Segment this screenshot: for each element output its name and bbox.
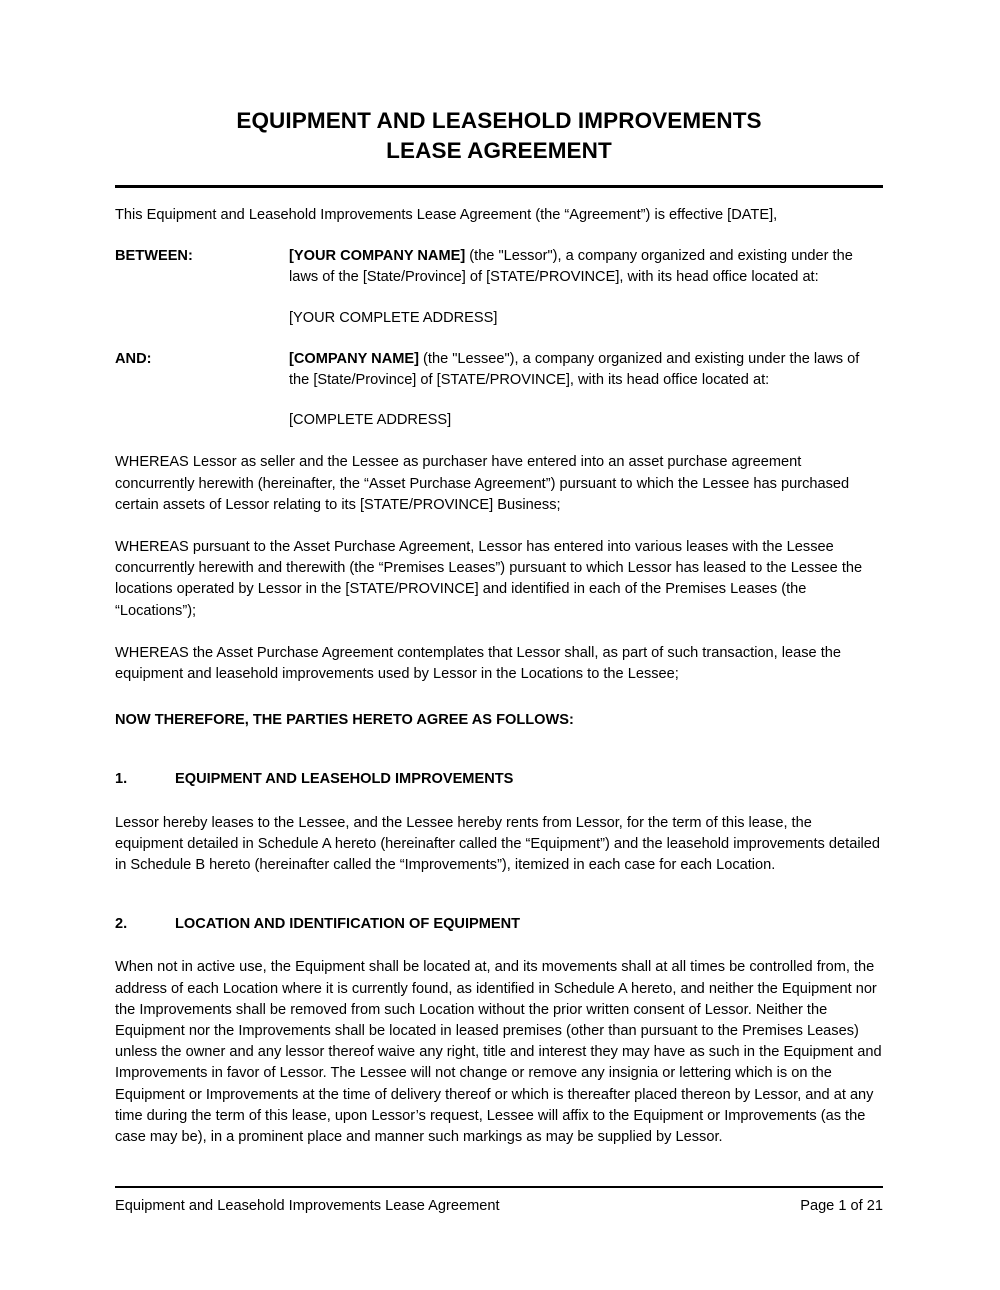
party-label-between: BETWEEN: xyxy=(115,248,193,265)
party-text-between xyxy=(289,246,883,288)
footer-page-number: Page 1 of 21 xyxy=(800,1198,883,1214)
party-row-and xyxy=(115,349,883,391)
now-therefore-line: NOW THEREFORE, THE PARTIES HERETO AGREE AS FOLLOWS: xyxy=(115,712,574,729)
section-body-2: When not in active use, the Equipment shall be located at, and its movements shall at all times be controlled from, the address of each Location where it is currently found, as identified in Schedule A hereto, and neither the Equipment nor the Improvements shall be removed from such Location without the prior written consent of Lessor. Neither the Equipment nor the Improvements shall be located in leased premises (other than pursuant to the Premises Leases) unless the owner and any lessor thereof waive any right, title and interest they may have as such in the Equipment and Improvements in favor of Lessor. The Lessee will not change or remove any insignia or lettering which is on the Equipment or Improvements at the time of delivery thereof or which is thereafter placed thereon by Lessor, and at any time during the term of this lease, upon Lessor’s request, Lessee will affix to the Equipment or Improvements (as the case may be), in a prominent place and manner such markings as may be supplied by Lessor. xyxy=(115,959,882,1146)
party-text-and xyxy=(289,349,883,391)
page-title-line-1: EQUIPMENT AND LEASEHOLD IMPROVEMENTS xyxy=(236,108,762,133)
intro-paragraph: This Equipment and Leasehold Improvements Lease Agreement (the “Agreement”) is effective [DATE], xyxy=(115,207,778,223)
footer-row xyxy=(115,1196,883,1216)
recital-paragraph-2: WHEREAS pursuant to the Asset Purchase Agreement, Lessor has entered into various leases with the Lessee concurrently herewith and therewith (the “Premises Leases”) pursuant to which Lessor has leased to the Lessee the locations operated by Lessor in the [STATE/PROVINCE] and identified in each of the Premises Leases (the “Locations”); xyxy=(115,539,863,619)
recital-paragraph-3: WHEREAS the Asset Purchase Agreement contemplates that Lessor shall, as part of such transaction, lease the equipment and leasehold improvements used by Lessor in the Locations to the Lessee; xyxy=(115,644,842,683)
footer-divider xyxy=(115,1186,883,1188)
party-name-lessor: [YOUR COMPANY NAME] xyxy=(289,248,466,265)
party-label-and: AND: xyxy=(115,350,152,367)
section-number-1: 1. xyxy=(115,771,128,788)
page-title xyxy=(115,0,883,166)
document-content xyxy=(115,0,883,1148)
section-body-1: Lessor hereby leases to the Lessee, and the Lessee hereby rents from Lessor, for the term of this lease, the equipment detailed in Schedule A hereto (hereinafter called the “Equipment”) and the leasehold improvements detailed in Schedule B hereto (hereinafter called the “Improvements”), itemized in each case for each Location. xyxy=(115,814,881,874)
page-footer xyxy=(115,1186,883,1216)
party-row-between xyxy=(115,246,883,288)
section-heading-1 xyxy=(115,769,883,790)
section-title-2: LOCATION AND IDENTIFICATION OF EQUIPMENT xyxy=(175,916,521,933)
page-title-line-2: LEASE AGREEMENT xyxy=(386,138,612,163)
party-address-lessor: [YOUR COMPLETE ADDRESS] xyxy=(289,309,498,326)
section-heading-2 xyxy=(115,914,883,935)
section-number-2: 2. xyxy=(115,916,128,933)
party-description-lessor: (the "Lessor"), a company organized and existing under the laws of the [State/Province] of [STATE/PROVINCE], with its head office located at: xyxy=(289,248,853,286)
party-address-lessee: [COMPLETE ADDRESS] xyxy=(289,412,452,429)
section-title-1: EQUIPMENT AND LEASEHOLD IMPROVEMENTS xyxy=(175,771,514,788)
footer-document-name: Equipment and Leasehold Improvements Lease Agreement xyxy=(115,1198,500,1214)
party-description-lessee: (the "Lessee"), a company organized and existing under the laws of the [State/Province] of [STATE/PROVINCE], with its head office located at: xyxy=(289,350,860,389)
title-divider xyxy=(115,185,883,188)
party-name-lessee: [COMPANY NAME] xyxy=(289,350,419,367)
recital-paragraph-1: WHEREAS Lessor as seller and the Lessee as purchaser have entered into an asset purchase agreement concurrently herewith (hereinafter, the “Asset Purchase Agreement”) pursuant to which the Lessee has purchased certain assets of Lessor relating to its [STATE/PROVINCE] Business; xyxy=(115,454,850,513)
